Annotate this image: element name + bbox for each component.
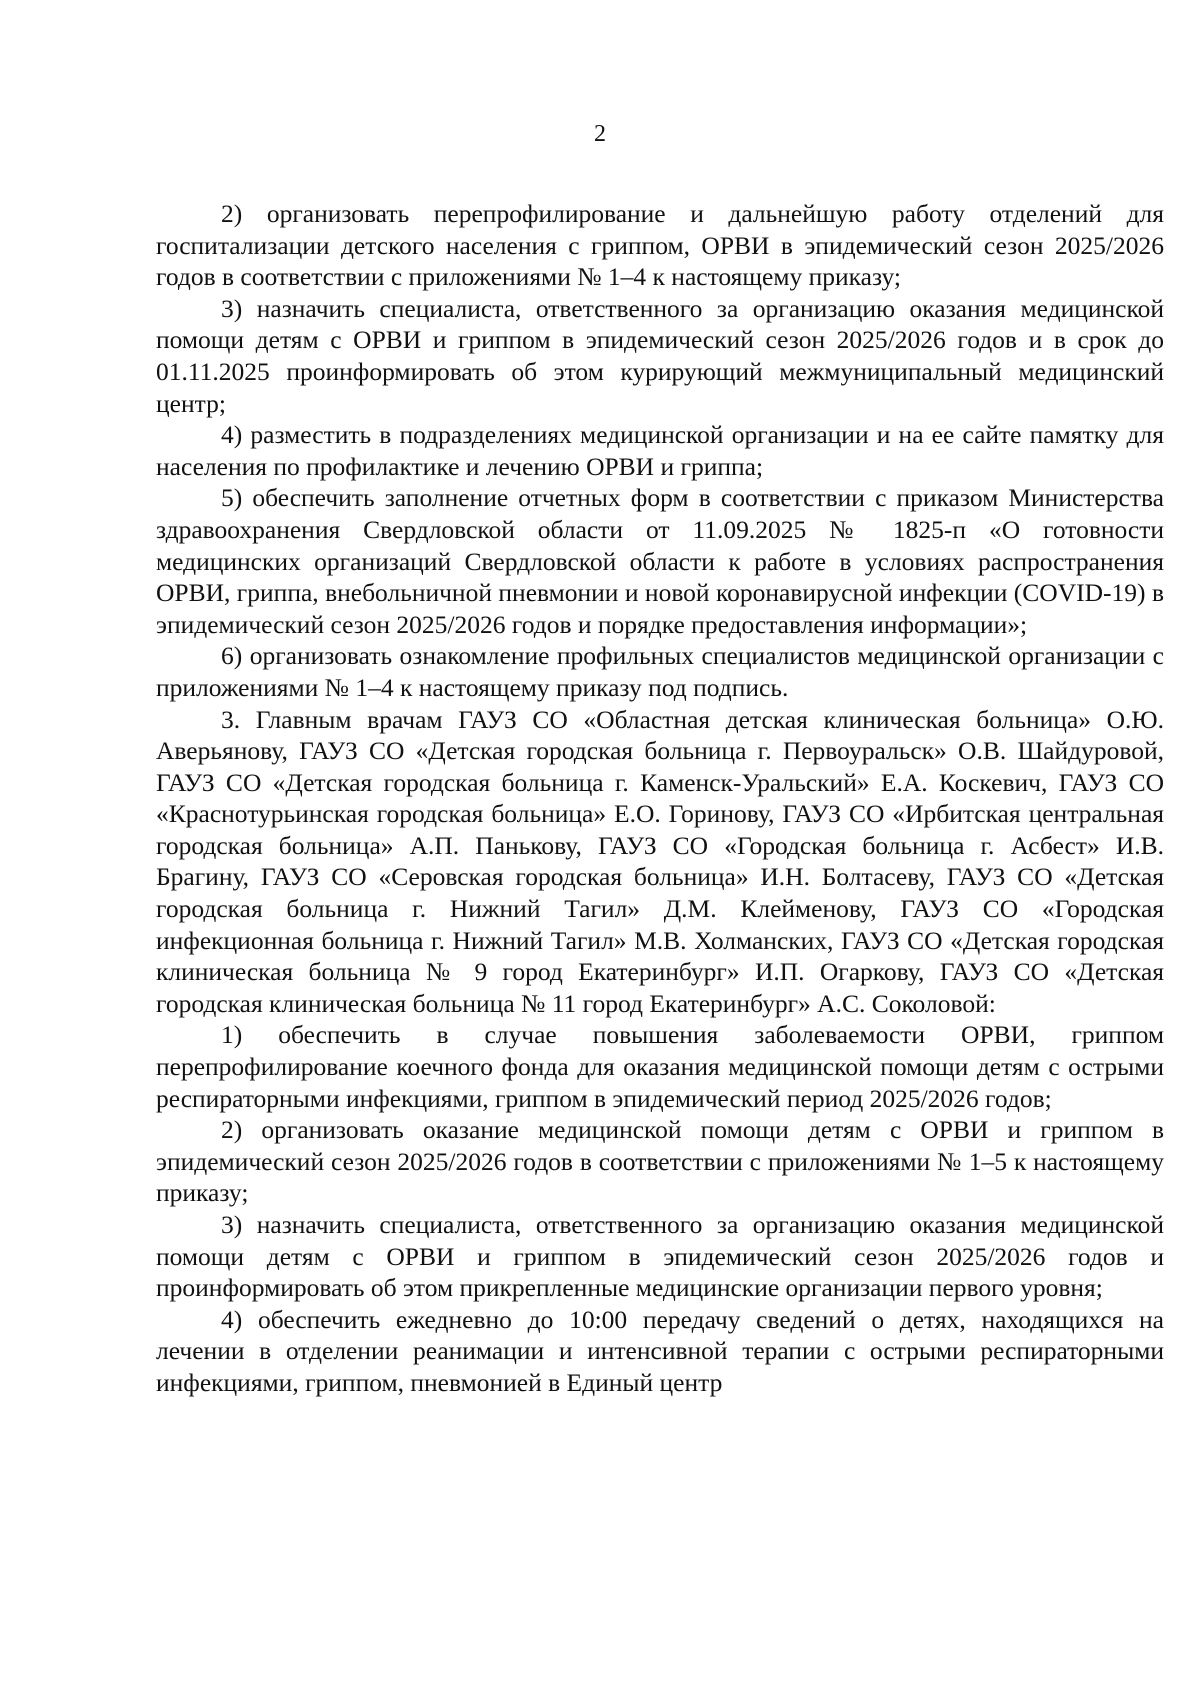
paragraph-item-3-3: 3) назначить специалиста, ответственного за организацию оказания медицинской помощи детям с ОРВИ и гриппом в эпидемический сезон 2025/2026 годов и проинформировать об этом прикрепленные медицинские организации первого уровня;	[156, 1210, 1164, 1303]
paragraph-item-2-3: 3) назначить специалиста, ответственного за организацию оказания медицинской помощи детям с ОРВИ и гриппом в эпидемический сезон 2025/2026 годов и в срок до 01.11.2025 проинформировать об этом курирующий межмуниципальный медицинский центр;	[156, 293, 1164, 418]
paragraph-item-2-6: 6) организовать ознакомление профильных специалистов медицинской организации с приложениями № 1–4 к настоящему приказу под подпись.	[156, 641, 1164, 702]
paragraph-item-3-2: 2) организовать оказание медицинской помощи детям с ОРВИ и гриппом в эпидемический сезон 2025/2026 годов в соответствии с приложениями № 1–5 к настоящему приказу;	[156, 1115, 1164, 1208]
paragraph-section-3: 3. Главным врачам ГАУЗ СО «Областная детская клиническая больница» О.Ю. Аверьянову, ГАУЗ СО «Детская городская больница г. Первоуральск» О.В. Шайдуровой, ГАУЗ СО «Детская городская больница г. Каменск-Уральский» Е.А. Коскевич, ГАУЗ СО «Краснотурьинская городская больница» Е.О. Горинову, ГАУЗ СО «Ирбитская центральная городская больница» А.П. Панькову, ГАУЗ СО «Городская больница г. Асбест» И.В. Брагину, ГАУЗ СО «Серовская городская больница» И.Н. Болтасеву, ГАУЗ СО «Детская городская больница г. Нижний Тагил» Д.М. Клейменову, ГАУЗ СО «Городская инфекционная больница г. Нижний Тагил» М.В. Холманских, ГАУЗ СО «Детская городская клиническая больница № 9 город Екатеринбург» И.П. Огаркову, ГАУЗ СО «Детская городская клиническая больница № 11 город Екатеринбург» А.С. Соколовой:	[156, 704, 1164, 1018]
paragraph-item-3-1: 1) обеспечить в случае повышения заболеваемости ОРВИ, гриппом перепрофилирование коечного фонда для оказания медицинской помощи детям с острыми респираторными инфекциями, гриппом в эпидемический период 2025/2026 годов;	[156, 1020, 1164, 1113]
paragraph-item-3-4: 4) обеспечить ежедневно до 10:00 передачу сведений о детях, находящихся на лечении в отделении реанимации и интенсивной терапии с острыми респираторными инфекциями, гриппом, пневмонией в Единый центр	[156, 1304, 1164, 1397]
document-body	[156, 198, 1164, 1399]
paragraph-item-2-4: 4) разместить в подразделениях медицинской организации и на ее сайте памятку для населения по профилактике и лечению ОРВИ и гриппа;	[156, 420, 1164, 481]
paragraph-item-2-2: 2) организовать перепрофилирование и дальнейшую работу отделений для госпитализации детского населения с гриппом, ОРВИ в эпидемический сезон 2025/2026 годов в соответствии с приложениями № 1–4 к настоящему приказу;	[156, 199, 1164, 292]
page-number: 2	[594, 121, 606, 147]
paragraph-item-2-5: 5) обеспечить заполнение отчетных форм в соответствии с приказом Министерства здравоохранения Свердловской области от 11.09.2025 № 1825-п «О готовности медицинских организаций Свердловской области к работе в условиях распространения ОРВИ, гриппа, внебольничной пневмонии и новой коронавирусной инфекции (COVID-19) в эпидемический сезон 2025/2026 годов и порядке предоставления информации»;	[156, 483, 1164, 639]
